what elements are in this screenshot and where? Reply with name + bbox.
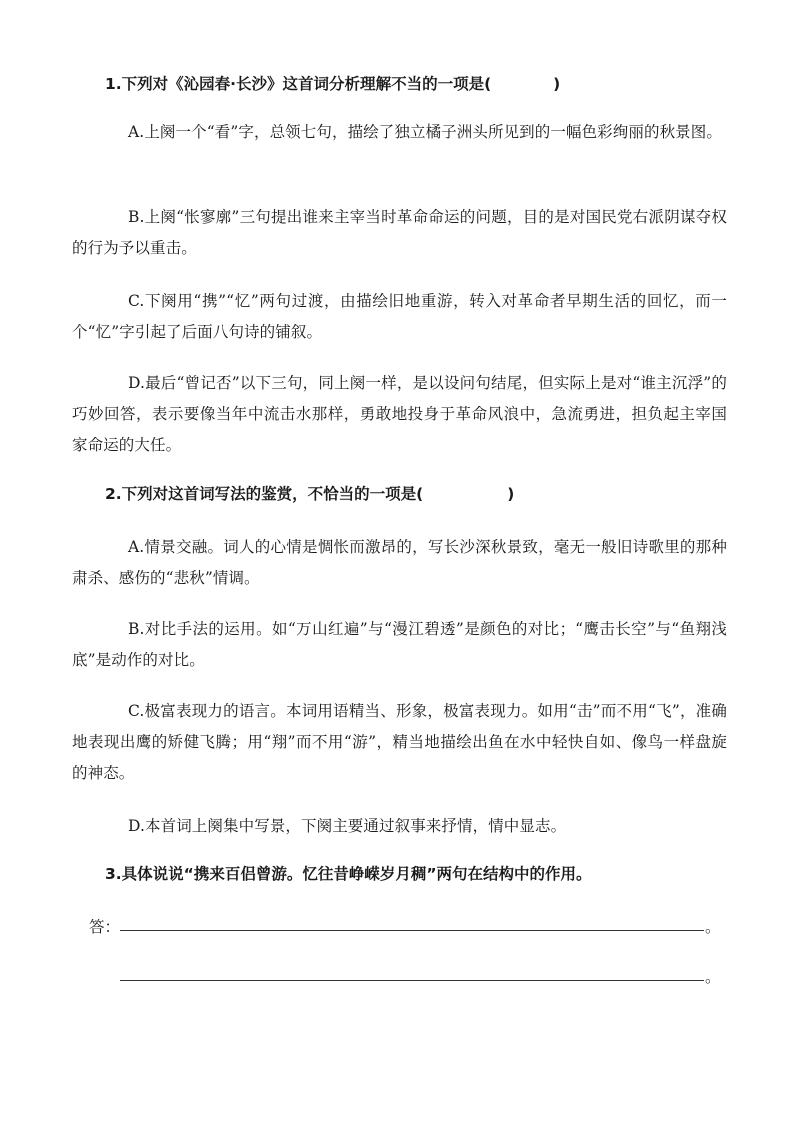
answer-line-1-period: 。 — [705, 918, 721, 936]
question-1-option-d: D.最后“曾记否”以下三句，同上阕一样，是以设问句结尾，但实际上是对“谁主沉浮”的巧妙回答，表示要像当年中流击水那样，勇敢地投身于革命风浪中，急流勇进，担负起主宰国家命运的大任。 — [72, 374, 727, 454]
question-2-stem-text: 2.下列对这首词写法的鉴赏，不恰当的一项是( — [105, 485, 424, 503]
answer-line-2[interactable] — [120, 980, 704, 981]
question-2-option-b: B.对比手法的运用。如“万山红遍”与“漫江碧透”是颜色的对比；“鹰击长空”与“鱼翔浅底”是动作的对比。 — [72, 620, 727, 669]
answer-row-2 — [0, 966, 794, 988]
question-1-stem-text: 1.下列对《沁园春·长沙》这首词分析理解不当的一项是( — [105, 75, 492, 93]
question-1-option-a: A.上阕一个“看”字，总领七句，描绘了独立橘子洲头所见到的一幅色彩绚丽的秋景图。 — [128, 123, 722, 141]
answer-row-1 — [0, 916, 794, 938]
question-1-option-b: B.上阕“怅寥廓”三句提出谁来主宰当时革命命运的问题，目的是对国民党右派阴谋夺权的行为予以重击。 — [72, 208, 727, 257]
question-2-stem-close: ) — [507, 485, 515, 503]
question-2-option-d: D.本首词上阕集中写景，下阕主要通过叙事来抒情，情中显志。 — [128, 817, 567, 835]
question-3-stem: 3.具体说说“携来百侣曾游。忆往昔峥嵘岁月稠”两句在结构中的作用。 — [105, 865, 592, 883]
question-1-option-c: C.下阕用“携”“忆”两句过渡，由描绘旧地重游，转入对革命者早期生活的回忆，而一个“忆”字引起了后面八句诗的铺叙。 — [72, 292, 727, 341]
question-2-option-c: C.极富表现力的语言。本词用语精当、形象，极富表现力。如用“击”而不用“飞”，准确地表现出鹰的矫健飞腾；用“翔”而不用“游”，精当地描绘出鱼在水中轻快自如、像鸟一样盘旋的神态。 — [72, 702, 727, 782]
question-1-stem — [105, 74, 560, 94]
answer-line-2-period: 。 — [705, 968, 721, 986]
question-1-stem-close: ) — [553, 75, 561, 93]
answer-label: 答： — [89, 918, 121, 936]
answer-line-1[interactable] — [120, 930, 704, 931]
question-2-stem — [105, 484, 514, 504]
question-2-option-a: A.情景交融。词人的心情是惆怅而激昂的，写长沙深秋景致，毫无一般旧诗歌里的那种肃杀、感伤的“悲秋”情调。 — [72, 538, 727, 587]
